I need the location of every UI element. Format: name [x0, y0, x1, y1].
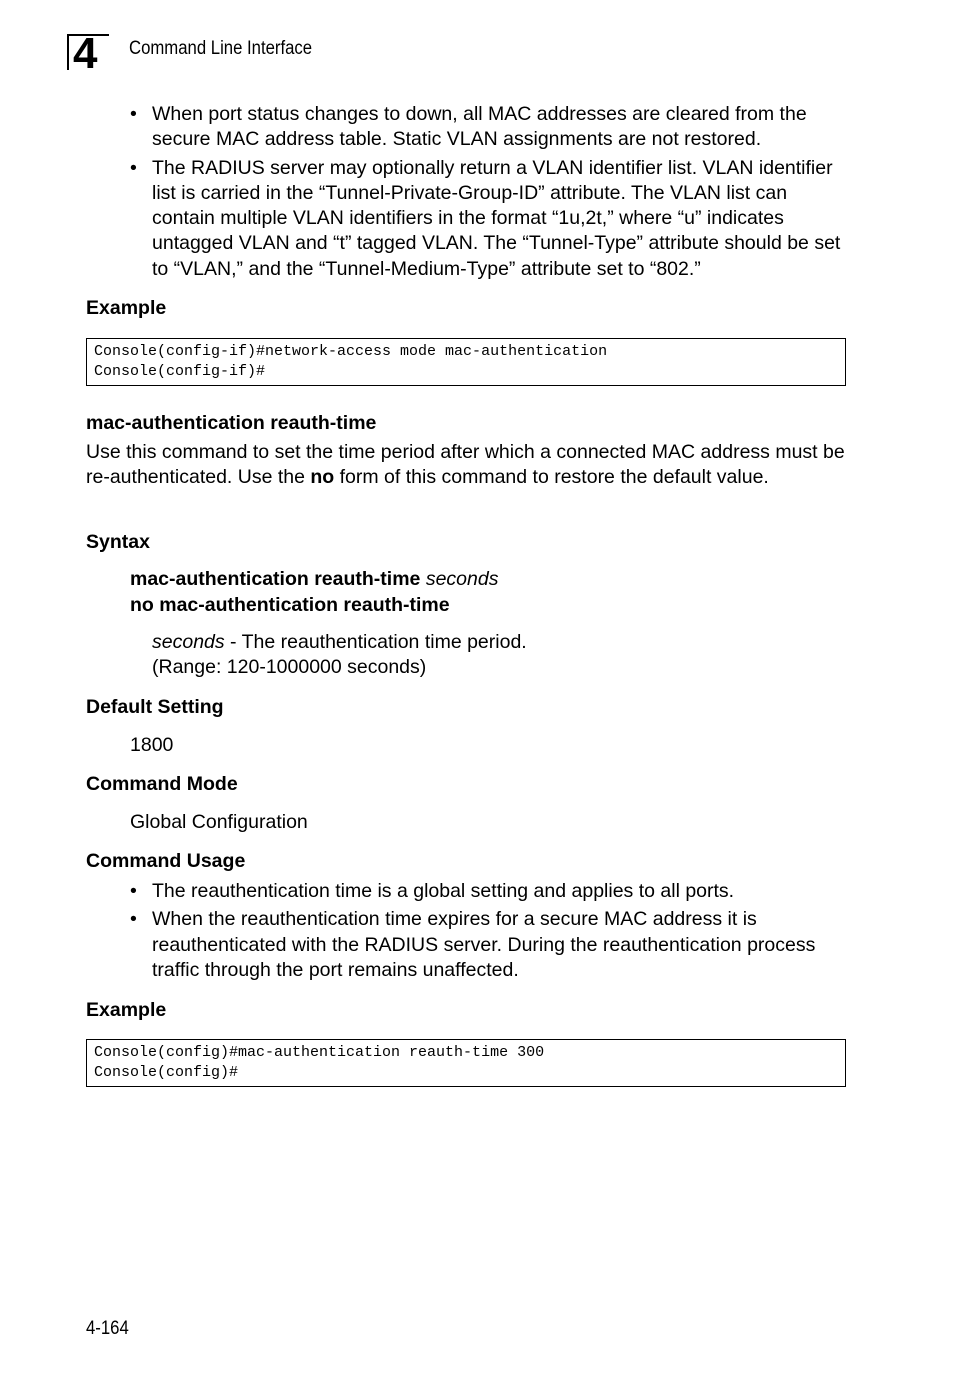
description-text: Use this command to set the time period after which a connected MAC address must be re-authenticated. Use the — [86, 441, 845, 489]
list-item: • When port status changes to down, all MAC addresses are cleared from the secure MAC address table. Static VLAN assignments are not restored. — [130, 102, 850, 153]
parameter-description — [152, 630, 832, 681]
command-usage-heading: Command Usage — [86, 850, 246, 872]
list-item: • The RADIUS server may optionally return a VLAN identifier list. VLAN identifier list is carried in the “Tunnel-Private-Group-ID” attribute. The VLAN list can contain multiple VLAN identifiers in the format “1u,2t,” where “u” indicates untagged VLAN and “t” tagged VLAN. The “Tunnel-Type” attribute should be set to “VLAN,” and the “Tunnel-Medium-Type” attribute set to “802.” — [130, 156, 850, 282]
example-heading: Example — [86, 297, 167, 319]
parameter-desc: - The reauthentication time period. — [224, 631, 527, 653]
parameter-range: (Range: 120-1000000 seconds) — [152, 656, 427, 679]
intro-bullet-list — [130, 102, 850, 282]
example-heading: Example — [86, 999, 167, 1021]
default-setting-value: 1800 — [130, 734, 174, 756]
command-usage-list — [130, 879, 850, 983]
header-title: Command Line Interface — [129, 38, 313, 59]
code-example — [86, 1039, 846, 1087]
parameter-line — [152, 630, 832, 655]
list-item: • The reauthentication time is a global setting and applies to all ports. — [130, 879, 850, 904]
command-mode-heading: Command Mode — [86, 773, 238, 795]
command-mode-value: Global Configuration — [130, 811, 308, 833]
syntax-command: no mac-authentication reauth-time — [130, 594, 450, 617]
code-line: Console(config-if)# — [94, 363, 266, 380]
syntax-line — [130, 593, 830, 618]
chapter-number: 4 — [67, 34, 109, 70]
syntax-heading: Syntax — [86, 531, 150, 553]
description-text: form of this command to restore the default value. — [334, 466, 769, 489]
parameter-name: seconds — [152, 631, 225, 653]
list-item: • When the reauthentication time expires for a secure MAC address it is reauthenticated with the RADIUS server. During the reauthentication process traffic through the port remains unaffected. — [130, 907, 850, 983]
page-number: 4-164 — [86, 1318, 129, 1339]
default-setting-heading: Default Setting — [86, 696, 224, 718]
section-title: mac-authentication reauth-time — [86, 412, 377, 434]
code-line: Console(config-if)#network-access mode mac-authentication — [94, 343, 608, 360]
syntax-commands — [130, 567, 830, 619]
syntax-line — [130, 567, 830, 592]
description-keyword: no — [310, 466, 335, 489]
section-description — [86, 440, 846, 491]
syntax-parameter: seconds — [425, 568, 499, 590]
syntax-command: mac-authentication reauth-time — [130, 568, 421, 590]
code-example — [86, 338, 846, 386]
code-line: Console(config)# — [94, 1064, 239, 1081]
code-line: Console(config)#mac-authentication reauth-time 300 — [94, 1044, 545, 1061]
